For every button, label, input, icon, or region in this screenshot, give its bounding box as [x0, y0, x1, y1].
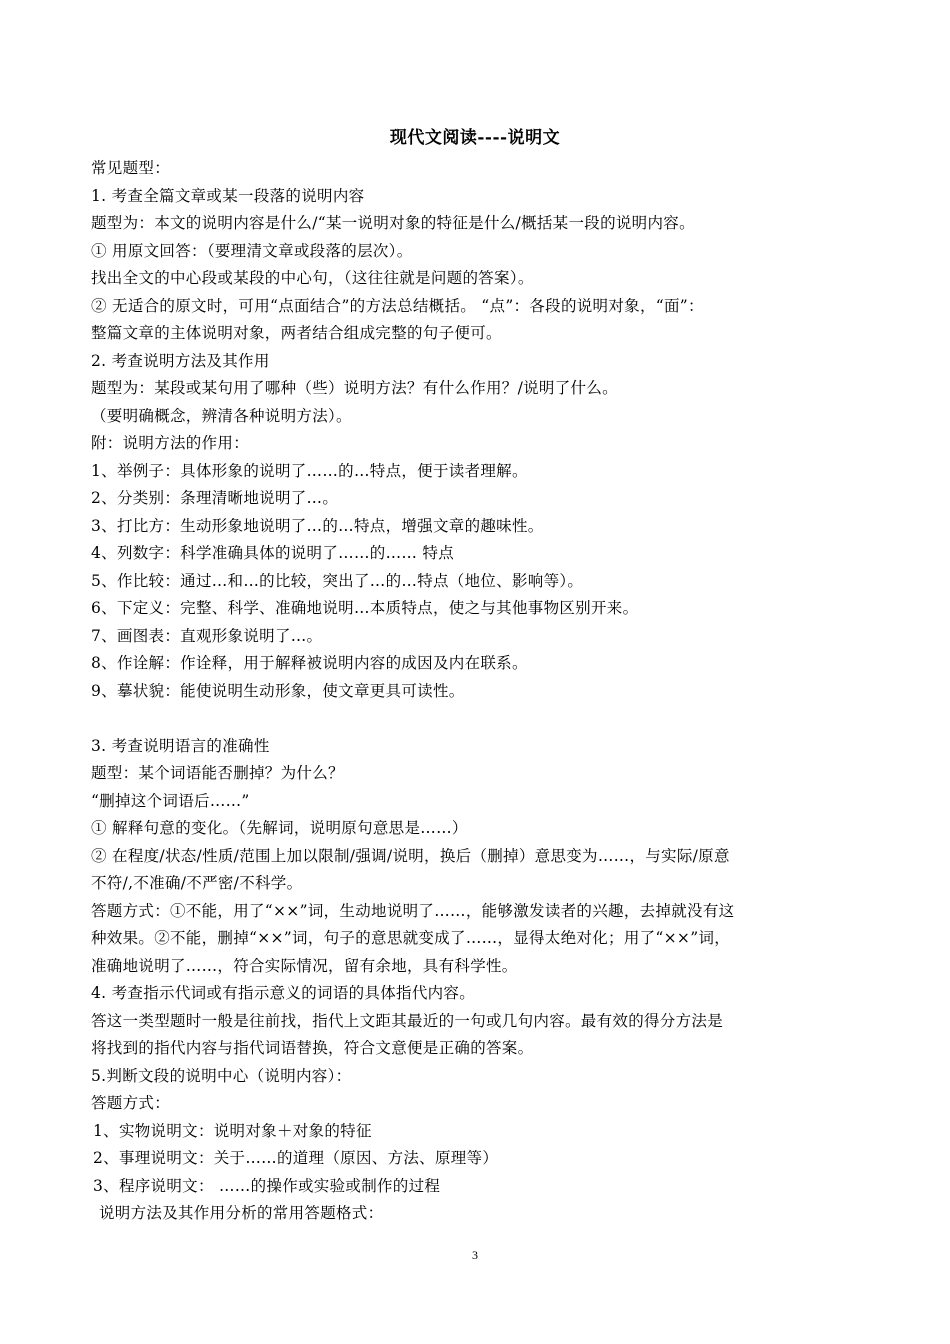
list-item: 7、画图表：直观形象说明了…。 — [91, 626, 323, 645]
paragraph-line: 答这一类型题时一般是往前找，指代上文距其最近的一句或几句内容。最有效的得分方法是 — [91, 1011, 724, 1030]
list-item: 6、下定义：完整、科学、准确地说明…本质特点，使之与其他事物区别开来。 — [91, 599, 639, 617]
page-title: 现代文阅读----说明文 — [389, 128, 561, 148]
item-heading: 2. 考查说明方法及其作用 — [91, 351, 270, 370]
item-heading: 4. 考查指示代词或有指示意义的词语的具体指代内容。 — [91, 984, 476, 1002]
list-item: 1、举例子：具体形象的说明了……的…特点，便于读者理解。 — [91, 461, 528, 480]
list-item: 4、列数字：科学准确具体的说明了……的…… 特点 — [91, 544, 454, 562]
section-heading: 常见题型： — [91, 159, 171, 177]
list-item: 5、作比较：通过…和…的比较，突出了…的…特点（地位、影响等）。 — [91, 571, 584, 590]
paragraph-line: “删掉这个词语后……” — [91, 791, 250, 810]
paragraph-line: 题型：某个词语能否删掉？为什么？ — [91, 764, 344, 782]
paragraph-line: 说明方法及其作用分析的常用答题格式： — [99, 1204, 384, 1222]
page-number: 3 — [472, 1248, 478, 1262]
paragraph-line: 将找到的指代内容与指代词语替换，符合文意便是正确的答案。 — [91, 1039, 534, 1057]
paragraph-line: 种效果。②不能，删掉“××”词，句子的意思就变成了……，显得太绝对化；用了“××”词， — [91, 929, 731, 947]
blank-line — [91, 705, 881, 733]
paragraph-line: 题型为：某段或某句用了哪种（些）说明方法？有什么作用？/说明了什么。 — [91, 379, 618, 397]
paragraph-line: 不符/,不准确/不严密/不科学。 — [91, 874, 303, 892]
list-item: 3、打比方：生动形象地说明了…的…特点，增强文章的趣味性。 — [91, 516, 544, 535]
paragraph-line: 答题方式：①不能，用了“××”词，生动地说明了……，能够激发读者的兴趣，去掉就没有这 — [91, 901, 735, 920]
list-item: 3、程序说明文： ……的操作或实验或制作的过程 — [93, 1176, 441, 1195]
paragraph-line: 找出全文的中心段或某段的中心句，（这往往就是问题的答案）。 — [91, 269, 534, 287]
list-item: 2、分类别：条理清晰地说明了…。 — [91, 489, 339, 507]
paragraph-line: 答题方式： — [91, 1094, 171, 1112]
paragraph-line: ② 无适合的原文时，可用“点面结合”的方法总结概括。 “点”：各段的说明对象，“面”： — [91, 296, 704, 315]
list-item: 8、作诠解：作诠释，用于解释被说明内容的成因及内在联系。 — [91, 654, 528, 672]
list-item: 2、事理说明文：关于……的道理（原因、方法、原理等） — [93, 1149, 499, 1167]
item-heading: 3. 考查说明语言的准确性 — [91, 736, 270, 755]
paragraph-line: 整篇文章的主体说明对象，两者结合组成完整的句子便可。 — [91, 324, 502, 342]
item-heading: 1. 考查全篇文章或某一段落的说明内容 — [91, 186, 365, 205]
document-body — [91, 155, 881, 1228]
paragraph-line: ① 解释句意的变化。（先解词，说明原句意思是……） — [91, 819, 468, 837]
paragraph-line: （要明确概念，辨清各种说明方法）。 — [91, 406, 352, 425]
paragraph-line: 题型为：本文的说明内容是什么/“某一说明对象的特征是什么/概括某一段的说明内容。 — [91, 214, 695, 232]
list-item: 9、摹状貌：能使说明生动形象，使文章更具可读性。 — [91, 681, 465, 700]
list-item: 1、实物说明文：说明对象＋对象的特征 — [93, 1121, 372, 1140]
paragraph-line: ② 在程度/状态/性质/范围上加以限制/强调/说明，换后（删掉）意思变为……，与实际/原意 — [91, 846, 730, 865]
paragraph-line: 准确地说明了……，符合实际情况，留有余地，具有科学性。 — [91, 956, 518, 975]
paragraph-line: ① 用原文回答：（要理清文章或段落的层次）。 — [91, 241, 413, 260]
item-heading: 5.判断文段的说明中心（说明内容）： — [91, 1066, 352, 1085]
paragraph-line: 附：说明方法的作用： — [91, 434, 250, 452]
